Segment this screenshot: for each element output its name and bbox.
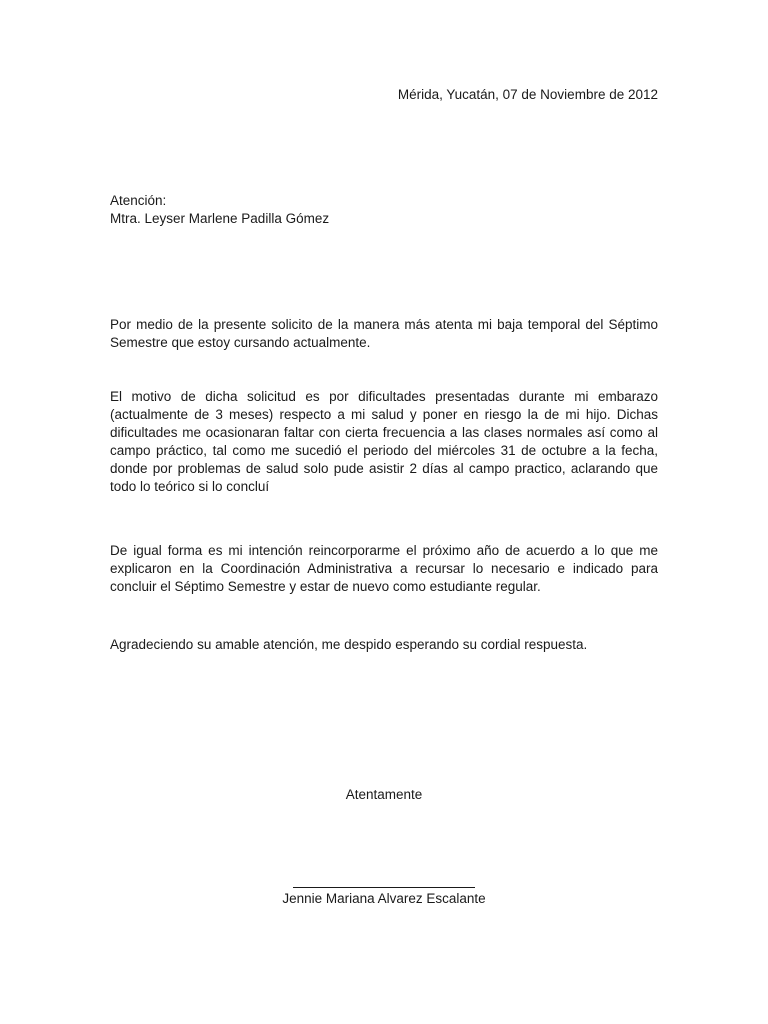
paragraph-reincorporation: De igual forma es mi intención reincorporarme el próximo año de acuerdo a lo que me explicaron en la Coordinación Administrativa a recursar lo necesario e indicado para concluir el Séptimo Semestre y estar de nuevo como estudiante regular. xyxy=(110,543,658,594)
recipient-name: Mtra. Leyser Marlene Padilla Gómez xyxy=(110,211,330,226)
paragraph-request: Por medio de la presente solicito de la manera más atenta mi baja temporal del Séptimo Semestre que estoy cursando actualmente. xyxy=(110,317,658,350)
paragraph-reason: El motivo de dicha solicitud es por dificultades presentadas durante mi embarazo (actualmente de 3 meses) respecto a mi salud y poner en riesgo la de mi hijo. Dichas dificultades me ocasionaran faltar con cierta frecuencia a las clases normales así como al campo práctico, tal como me sucedió el periodo del miércoles 31 de octubre a la fecha, donde por problemas de salud solo pude asistir 2 días al campo practico, aclarando que todo lo teórico si lo concluí xyxy=(110,389,658,494)
attention-label: Atención: xyxy=(110,193,167,208)
attention-block xyxy=(110,192,660,228)
signature-line xyxy=(293,887,475,888)
paragraph-thanks: Agradeciendo su amable atención, me despido esperando su cordial respuesta. xyxy=(110,637,588,652)
signer-name: Jennie Mariana Alvarez Escalante xyxy=(282,891,486,906)
closing-salutation: Atentamente xyxy=(345,787,423,802)
place-date: Mérida, Yucatán, 07 de Noviembre de 2012 xyxy=(397,87,658,102)
